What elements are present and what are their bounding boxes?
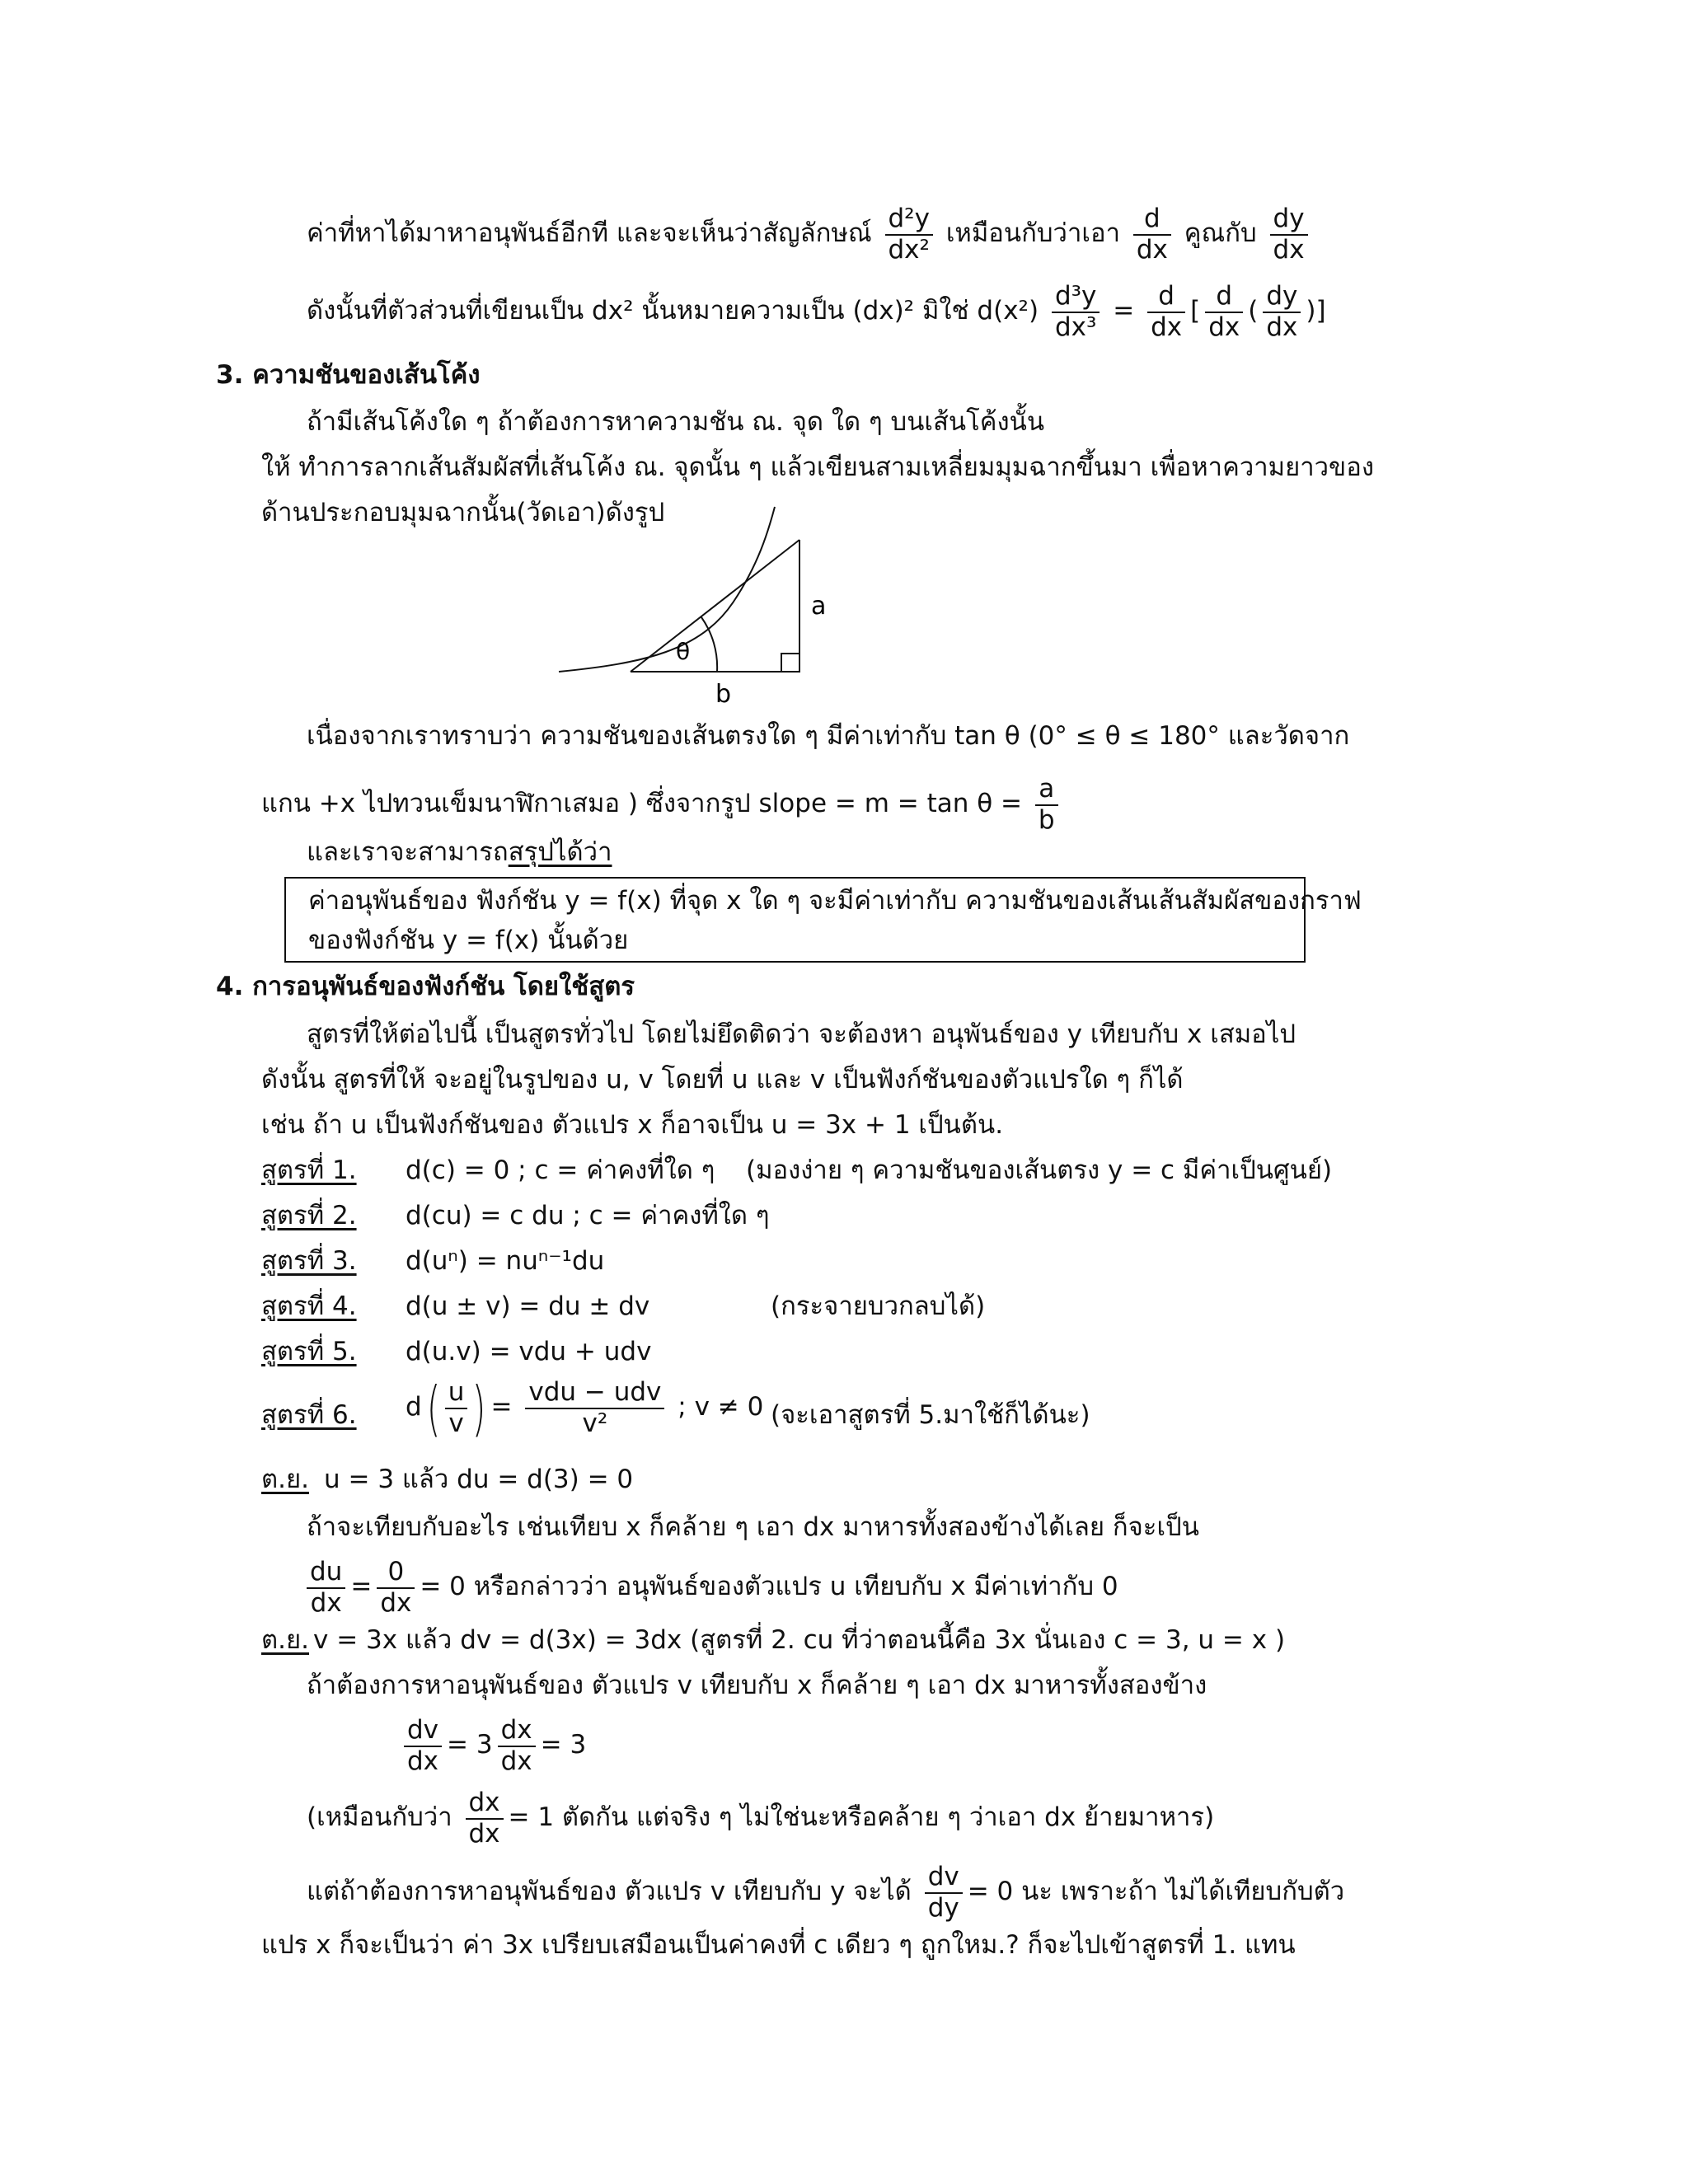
fraction-numerator: dv bbox=[925, 1863, 963, 1894]
tangent-triangle-figure bbox=[552, 503, 849, 717]
fraction-denominator: dx bbox=[1266, 312, 1298, 342]
tangent-line bbox=[631, 540, 799, 672]
fraction-numerator: dv bbox=[404, 1716, 442, 1747]
example-2-para-3: แปร x ก็จะเป็นว่า ค่า 3x เปรียบเสมือนเป็นค่าคงที่ c เดียว ๆ ถูกใหม.? ก็จะไปเข้าสูตรที่ 1. แทน bbox=[261, 1930, 1296, 1960]
section-3-para-6 bbox=[307, 837, 612, 867]
fraction-denominator: dx bbox=[1151, 312, 1183, 342]
example-1-label: ต.ย. bbox=[261, 1465, 310, 1494]
formula-1-expr: d(c) = 0 ; c = ค่าคงที่ใด ๆ bbox=[406, 1155, 715, 1185]
example-2-equation bbox=[404, 1716, 586, 1776]
fraction-denominator: dx bbox=[407, 1746, 439, 1776]
fraction-dy-dx bbox=[1270, 204, 1308, 265]
para-2-lead: แต่ถ้าต้องการหาอนุพันธ์ของ ตัวแปร v เทียบกับ y จะได้ bbox=[307, 1877, 912, 1907]
fraction-denominator: dx bbox=[500, 1746, 532, 1776]
fraction-numerator: vdu − udv bbox=[525, 1378, 664, 1409]
right-angle-mark bbox=[781, 654, 799, 672]
conclusion-underlined: สรุปได้ว่า bbox=[508, 837, 612, 867]
formula-1-note: (มองง่าย ๆ ความชันของเส้นตรง y = c มีค่าเป็นศูนย์) bbox=[746, 1155, 1333, 1185]
fraction-numerator: d bbox=[1133, 204, 1171, 236]
fraction-dv-dx bbox=[404, 1716, 442, 1776]
formula-6-condition: ; v ≠ 0 bbox=[678, 1392, 764, 1422]
intro-text-mid: เหมือนกับว่าเอา bbox=[945, 218, 1120, 249]
formula-6-expr bbox=[406, 1373, 764, 1443]
fraction-denominator: dx bbox=[380, 1587, 412, 1618]
label-b: b bbox=[715, 680, 732, 709]
section-3-para-1: ถ้ามีเส้นโค้งใด ๆ ถ้าต้องการหาความชัน ณ. จุด ใด ๆ บนเส้นโค้งนั้น bbox=[307, 407, 1045, 437]
angle-arc bbox=[701, 617, 717, 672]
theorem-line-2: ของฟังก์ชัน y = f(x) นั้นด้วย bbox=[308, 926, 629, 955]
intro-line-1 bbox=[307, 204, 1313, 265]
section-3-para-5 bbox=[261, 775, 1063, 835]
example-2-para-2 bbox=[307, 1863, 1344, 1923]
section-3-para-2: ให้ ทำการลากเส้นสัมผัสที่เส้นโค้ง ณ. จุดนั้น ๆ แล้วเขียนสามเหลี่ยมมุมฉากขึ้นมา เพื่อหาความยาวของ bbox=[261, 452, 1374, 482]
intro-text-mul: คูณกับ bbox=[1184, 218, 1257, 249]
fraction-d3y-dx3 bbox=[1052, 282, 1100, 342]
label-theta: θ bbox=[676, 638, 691, 665]
fraction-denominator: dx bbox=[468, 1818, 500, 1849]
section-4-heading: 4. การอนุพันธ์ของฟังก์ชัน โดยใช้สูตร bbox=[216, 972, 635, 1001]
section-3-para-4: เนื่องจากเราทราบว่า ความชันของเส้นตรงใด ๆ มีค่าเท่ากับ tan θ (0° ≤ θ ≤ 180° และวัดจาก bbox=[307, 721, 1350, 751]
example-2-para: ถ้าต้องการหาอนุพันธ์ของ ตัวแปร v เทียบกับ x ก็คล้าย ๆ เอา dx มาหารทั้งสองข้าง bbox=[307, 1671, 1207, 1700]
bracket-close: )] bbox=[1306, 296, 1326, 326]
formula-5-expr: d(u.v) = vdu + udv bbox=[406, 1337, 652, 1366]
fraction-numerator: dx bbox=[498, 1716, 536, 1747]
fraction-dy-dx-inner bbox=[1263, 282, 1301, 342]
theorem-box bbox=[284, 877, 1362, 963]
fraction-numerator: u bbox=[445, 1378, 468, 1409]
example-2-mid: = 3 bbox=[447, 1730, 493, 1760]
big-paren-open: ( bbox=[426, 1373, 441, 1443]
fraction-numerator: dy bbox=[1270, 204, 1308, 236]
formula-6-d: d bbox=[406, 1392, 422, 1422]
formula-4-note: (กระจายบวกลบได้) bbox=[771, 1291, 986, 1321]
fraction-numerator: dx bbox=[466, 1788, 504, 1820]
fraction-numerator: d³y bbox=[1052, 282, 1100, 313]
fraction-numerator: d bbox=[1147, 282, 1185, 313]
fraction-d-dx bbox=[1133, 204, 1171, 265]
example-1-equation bbox=[307, 1558, 1118, 1618]
label-a: a bbox=[811, 592, 827, 621]
fraction-denominator: dx bbox=[1208, 312, 1240, 342]
theorem-line-1: ค่าอนุพันธ์ของ ฟังก์ชัน y = f(x) ที่จุด x ใด ๆ จะมีค่าเท่ากับ ความชันของเส้นเส้นสัมผัสของกราฟ bbox=[308, 886, 1362, 916]
example-1-text: u = 3 แล้ว du = d(3) = 0 bbox=[324, 1465, 634, 1494]
fraction-denominator: dy bbox=[927, 1892, 959, 1923]
fraction-d-dx-inner bbox=[1205, 282, 1243, 342]
para-2-rest: = 0 นะ เพราะถ้า ไม่ได้เทียบกับตัว bbox=[967, 1877, 1345, 1907]
fraction-denominator: dx bbox=[310, 1587, 342, 1618]
fraction-numerator: dy bbox=[1263, 282, 1301, 313]
section-4-para-3: เช่น ถ้า u เป็นฟังก์ชันของ ตัวแปร x ก็อาจเป็น u = 3x + 1 เป็นต้น. bbox=[261, 1110, 1004, 1140]
fraction-numerator: du bbox=[307, 1558, 345, 1589]
fraction-0-dx bbox=[377, 1558, 415, 1618]
section-3-para-3: ด้านประกอบมุมฉากนั้น(วัดเอา)ดังรูป bbox=[261, 498, 665, 527]
conclusion-lead: และเราจะสามารถ bbox=[307, 837, 509, 867]
formula-4-expr: d(u ± v) = du ± dv bbox=[406, 1291, 650, 1321]
equals-sign: = bbox=[1113, 296, 1135, 326]
fraction-d2y-dx2 bbox=[885, 204, 933, 265]
fraction-dx-dx-note bbox=[466, 1788, 504, 1849]
formula-6-label: สูตรที่ 6. bbox=[261, 1400, 357, 1430]
big-paren-close: ) bbox=[472, 1373, 486, 1443]
intro-line-2 bbox=[307, 282, 1326, 342]
fraction-numerator: d bbox=[1205, 282, 1243, 313]
equals-sign: = bbox=[350, 1572, 373, 1602]
note-rest: = 1 ตัดกัน แต่จริง ๆ ไม่ใช่นะหรือคล้าย ๆ ว่าเอา dx ย้ายมาหาร) bbox=[508, 1802, 1215, 1833]
formula-3-label: สูตรที่ 3. bbox=[261, 1246, 357, 1276]
fraction-dv-dy bbox=[925, 1863, 963, 1923]
fraction-a-b bbox=[1035, 775, 1058, 835]
bracket-open: [ bbox=[1190, 296, 1201, 326]
curve bbox=[559, 507, 775, 672]
formula-2-expr: d(cu) = c du ; c = ค่าคงที่ใด ๆ bbox=[406, 1201, 770, 1230]
equals-sign: = bbox=[490, 1392, 513, 1422]
fraction-numerator: a bbox=[1035, 775, 1058, 806]
fraction-denominator: dx bbox=[1273, 234, 1305, 265]
fraction-numerator: d²y bbox=[885, 204, 933, 236]
section-3-heading: 3. ความชันของเส้นโค้ง bbox=[216, 360, 481, 390]
example-2-label: ต.ย. bbox=[261, 1625, 310, 1655]
formula-1-label: สูตรที่ 1. bbox=[261, 1155, 357, 1185]
intro-text-2: ดังนั้นที่ตัวส่วนที่เขียนเป็น dx² นั้นหมายความเป็น (dx)² มิใช่ d(x²) bbox=[307, 296, 1039, 326]
formula-4-label: สูตรที่ 4. bbox=[261, 1291, 357, 1321]
fraction-dx-dx bbox=[498, 1716, 536, 1776]
formula-6-note: (จะเอาสูตรที่ 5.มาใช้ก็ได้นะ) bbox=[771, 1400, 1090, 1430]
fraction-denominator: v bbox=[448, 1408, 464, 1438]
example-2-text: v = 3x แล้ว dv = d(3x) = 3dx (สูตรที่ 2. cu ที่ว่าตอนนี้คือ 3x นั่นเอง c = 3, u = x ) bbox=[313, 1625, 1286, 1655]
fraction-denominator: b bbox=[1038, 804, 1055, 835]
example-2-note bbox=[307, 1788, 1214, 1849]
fraction-denominator: dx bbox=[1136, 234, 1168, 265]
example-2-end: = 3 bbox=[540, 1730, 587, 1760]
example-1-result: = 0 หรือกล่าวว่า อนุพันธ์ของตัวแปร u เทียบกับ x มีค่าเท่ากับ 0 bbox=[420, 1572, 1118, 1602]
fraction-quotient-rule bbox=[525, 1378, 664, 1438]
formula-3-expr: d(uⁿ) = nuⁿ⁻¹du bbox=[406, 1246, 605, 1276]
fraction-u-v bbox=[445, 1378, 468, 1438]
slope-text: แกน +x ไปทวนเข็มนาฬิกาเสมอ ) ซึ่งจากรูป slope = m = tan θ = bbox=[261, 789, 1023, 819]
section-4-para-1: สูตรที่ให้ต่อไปนี้ เป็นสูตรทั่วไป โดยไม่ยึดติดว่า จะต้องหา อนุพันธ์ของ y เทียบกับ x เสมอไป bbox=[307, 1019, 1296, 1049]
fraction-d-dx-outer bbox=[1147, 282, 1185, 342]
fraction-numerator: 0 bbox=[377, 1558, 415, 1589]
section-4-para-2: ดังนั้น สูตรที่ให้ จะอยู่ในรูปของ u, v โดยที่ u และ v เป็นฟังก์ชันของตัวแปรใด ๆ ก็ได้ bbox=[261, 1065, 1184, 1094]
formula-2-label: สูตรที่ 2. bbox=[261, 1201, 357, 1230]
fraction-denominator: dx³ bbox=[1054, 312, 1097, 342]
intro-text-1: ค่าที่หาได้มาหาอนุพันธ์อีกที และจะเห็นว่าสัญลักษณ์ bbox=[307, 218, 872, 249]
formula-5-label: สูตรที่ 5. bbox=[261, 1337, 357, 1366]
fraction-denominator: dx² bbox=[888, 234, 930, 265]
note-lead: (เหมือนกับว่า bbox=[307, 1802, 452, 1833]
paren-open: ( bbox=[1248, 296, 1259, 326]
fraction-denominator: v² bbox=[582, 1408, 608, 1438]
example-1-para: ถ้าจะเทียบกับอะไร เช่นเทียบ x ก็คล้าย ๆ เอา dx มาหารทั้งสองข้างได้เลย ก็จะเป็น bbox=[307, 1512, 1199, 1542]
fraction-du-dx bbox=[307, 1558, 345, 1618]
